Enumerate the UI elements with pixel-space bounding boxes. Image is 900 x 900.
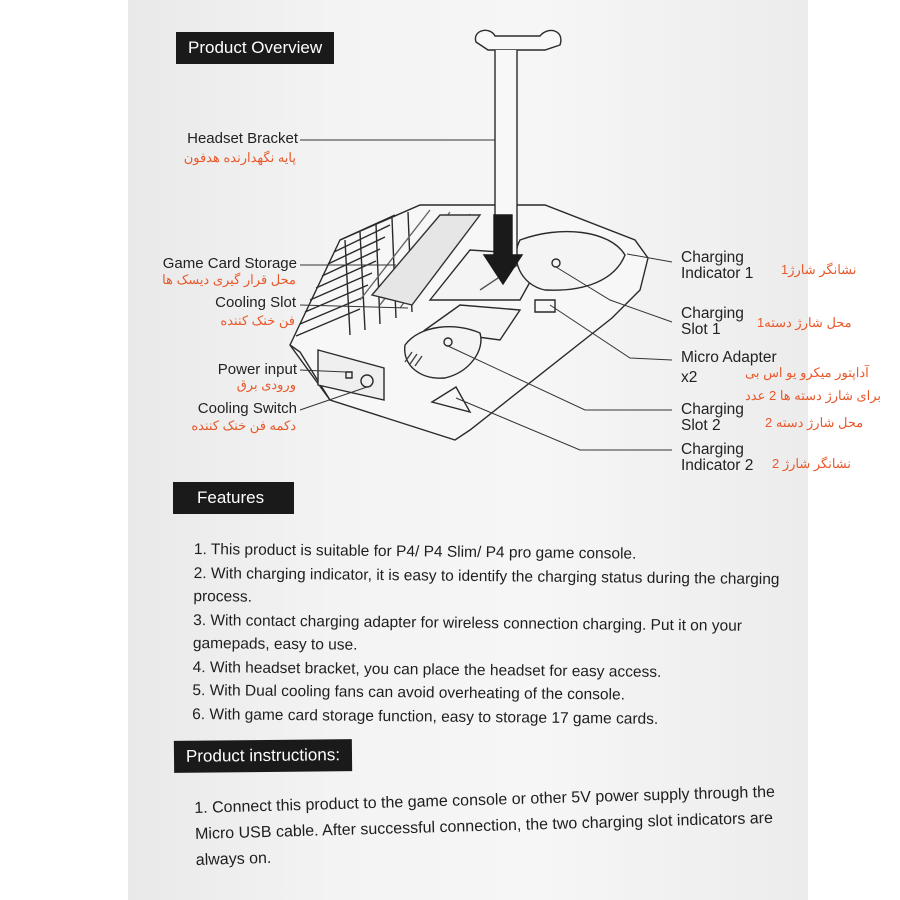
label-power-input-fa: ورودی برق	[236, 377, 296, 392]
label-game-card-storage: Game Card Storage	[162, 255, 297, 272]
label-cooling-slot-fa: فن خنک کننده	[220, 313, 295, 328]
features-heading: Features	[173, 482, 294, 514]
label-charging-indicator-1-fa: نشانگر شارژ1	[781, 262, 857, 277]
list-item: 4. With headset bracket, you can place the headset for easy access.	[192, 658, 662, 681]
product-instructions-heading: Product instructions:	[174, 739, 352, 773]
label-charging-indicator-2-fa: نشانگر شارژ 2	[772, 456, 852, 471]
label-charging-indicator-2	[681, 442, 753, 474]
label-cooling-switch-fa: دکمه فن خنک کننده	[191, 418, 296, 433]
label-power-input: Power input	[217, 361, 297, 378]
label-headset-bracket-fa: پایه نگهدارنده هدفون	[183, 150, 296, 165]
label-charging-indicator-1	[681, 250, 753, 282]
list-item: 1. This product is suitable for P4/ P4 Slim/ P4 pro game console.	[193, 540, 637, 563]
label-line: x2	[681, 369, 698, 386]
label-line: Charging	[681, 305, 744, 322]
label-line: Charging	[681, 401, 744, 418]
features-list	[192, 538, 794, 732]
label-cooling-switch: Cooling Switch	[197, 400, 297, 417]
label-cooling-slot: Cooling Slot	[215, 294, 296, 311]
label-line: Slot 1	[681, 321, 721, 338]
list-item: 2. With charging indicator, it is easy to identify the charging status during the charging process.	[193, 564, 780, 606]
label-line: Slot 2	[681, 417, 721, 434]
label-headset-bracket: Headset Bracket	[187, 130, 298, 147]
list-item: 3. With contact charging adapter for wireless connection charging. Put it on your gamepads, easy to use.	[192, 611, 743, 654]
list-item: 5. With Dual cooling fans can avoid overheating of the console.	[192, 681, 626, 704]
label-charging-slot-1	[681, 306, 744, 338]
list-item: 1. Connect this product to the game console or other 5V power supply through the Micro USB cable. After successful connection, the two charging slot indicators are always on.	[194, 783, 776, 869]
label-charging-slot-2	[681, 402, 744, 434]
label-game-card-storage-fa: محل قرار گیری دیسک ها	[162, 272, 296, 287]
label-charging-slot-1-fa: محل شارژ دسته1	[757, 315, 852, 330]
label-line: Indicator 1	[681, 265, 754, 282]
label-micro-adapter-fa2: برای شارژ دسته ها 2 عدد	[745, 388, 882, 403]
product-overview-heading: Product Overview	[176, 32, 334, 64]
label-line: Charging	[681, 249, 744, 266]
label-line: Charging	[681, 441, 744, 458]
label-micro-adapter-fa1: آداپتور میکرو یو اس بی	[745, 365, 869, 380]
label-charging-slot-2-fa: محل شارژ دسته 2	[765, 415, 864, 430]
label-line: Indicator 2	[681, 457, 754, 474]
label-line: Micro Adapter	[681, 349, 777, 366]
list-item: 6. With game card storage function, easy to storage 17 game cards.	[192, 705, 659, 728]
